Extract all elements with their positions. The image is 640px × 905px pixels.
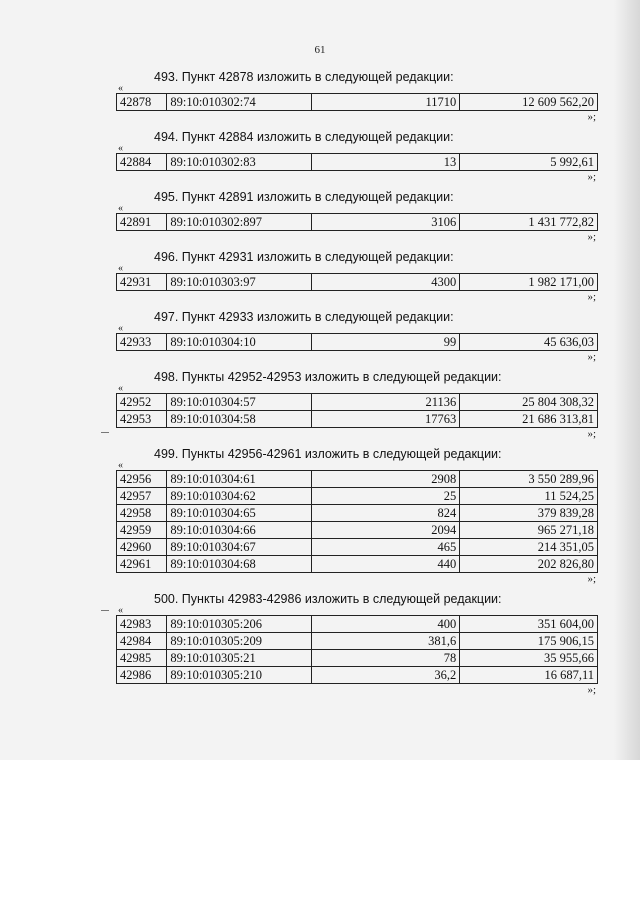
cadastral-number-cell: 89:10:010305:209 [167, 633, 312, 650]
item-number-cell: 42931 [117, 274, 167, 291]
open-quote: « [118, 143, 123, 154]
close-quote: »; [587, 171, 596, 183]
page-number: 61 [314, 44, 326, 56]
area-cell: 3106 [312, 214, 460, 231]
item-number-cell: 42878 [117, 94, 167, 111]
open-quote: « [118, 263, 123, 274]
value-cell: 3 550 289,96 [460, 471, 598, 488]
table-row [117, 650, 598, 667]
amendment-section [116, 70, 598, 130]
cadastral-number-cell: 89:10:010304:10 [167, 334, 312, 351]
item-number-cell: 42986 [117, 667, 167, 684]
table-row [117, 394, 598, 411]
item-number-cell: 42884 [117, 154, 167, 171]
area-cell: 21136 [312, 394, 460, 411]
close-quote: »; [587, 291, 596, 303]
cadastral-number-cell: 89:10:010302:897 [167, 214, 312, 231]
value-cell: 1 982 171,00 [460, 274, 598, 291]
close-quote: »; [587, 111, 596, 123]
item-number-cell: 42891 [117, 214, 167, 231]
value-cell: 214 351,05 [460, 539, 598, 556]
table-row [117, 471, 598, 488]
open-quote: « [118, 383, 123, 394]
area-cell: 440 [312, 556, 460, 573]
area-cell: 400 [312, 616, 460, 633]
amendment-heading: 500. Пункты 42983-42986 изложить в следующей редакции: [154, 592, 502, 606]
scan-shadow-edge [614, 0, 640, 760]
open-quote: « [118, 460, 123, 471]
amendment-heading: 494. Пункт 42884 изложить в следующей редакции: [154, 130, 454, 144]
item-number-cell: 42960 [117, 539, 167, 556]
margin-mark [101, 432, 109, 433]
value-cell: 175 906,15 [460, 633, 598, 650]
amendment-heading: 499. Пункты 42956-42961 изложить в следующей редакции: [154, 447, 502, 461]
value-cell: 12 609 562,20 [460, 94, 598, 111]
value-cell: 25 804 308,32 [460, 394, 598, 411]
amendment-table [116, 333, 598, 351]
area-cell: 381,6 [312, 633, 460, 650]
area-cell: 2908 [312, 471, 460, 488]
value-cell: 11 524,25 [460, 488, 598, 505]
cadastral-number-cell: 89:10:010302:83 [167, 154, 312, 171]
table-row [117, 556, 598, 573]
table-row [117, 633, 598, 650]
amendment-table [116, 470, 598, 573]
amendment-section [116, 190, 598, 250]
item-number-cell: 42984 [117, 633, 167, 650]
table-row [117, 488, 598, 505]
table-row [117, 667, 598, 684]
amendment-section [116, 592, 598, 696]
amendment-table [116, 273, 598, 291]
table-row [117, 411, 598, 428]
cadastral-number-cell: 89:10:010305:21 [167, 650, 312, 667]
item-number-cell: 42957 [117, 488, 167, 505]
area-cell: 13 [312, 154, 460, 171]
cadastral-number-cell: 89:10:010304:61 [167, 471, 312, 488]
table-row [117, 616, 598, 633]
value-cell: 16 687,11 [460, 667, 598, 684]
amendment-section [116, 130, 598, 190]
item-number-cell: 42952 [117, 394, 167, 411]
value-cell: 45 636,03 [460, 334, 598, 351]
amendment-table [116, 615, 598, 684]
item-number-cell: 42959 [117, 522, 167, 539]
area-cell: 2094 [312, 522, 460, 539]
area-cell: 17763 [312, 411, 460, 428]
table-row [117, 214, 598, 231]
cadastral-number-cell: 89:10:010304:58 [167, 411, 312, 428]
value-cell: 5 992,61 [460, 154, 598, 171]
amendment-section [116, 250, 598, 310]
area-cell: 465 [312, 539, 460, 556]
amendment-heading: 496. Пункт 42931 изложить в следующей редакции: [154, 250, 454, 264]
amendment-section [116, 447, 598, 592]
open-quote: « [118, 83, 123, 94]
cadastral-number-cell: 89:10:010304:62 [167, 488, 312, 505]
value-cell: 351 604,00 [460, 616, 598, 633]
table-row [117, 154, 598, 171]
area-cell: 11710 [312, 94, 460, 111]
table-row [117, 94, 598, 111]
cadastral-number-cell: 89:10:010305:206 [167, 616, 312, 633]
item-number-cell: 42958 [117, 505, 167, 522]
close-quote: »; [587, 684, 596, 696]
item-number-cell: 42956 [117, 471, 167, 488]
close-quote: »; [587, 428, 596, 440]
area-cell: 78 [312, 650, 460, 667]
open-quote: « [118, 605, 123, 616]
item-number-cell: 42953 [117, 411, 167, 428]
amendment-heading: 497. Пункт 42933 изложить в следующей редакции: [154, 310, 454, 324]
value-cell: 379 839,28 [460, 505, 598, 522]
value-cell: 965 271,18 [460, 522, 598, 539]
value-cell: 35 955,66 [460, 650, 598, 667]
amendment-table [116, 93, 598, 111]
amendment-table [116, 153, 598, 171]
open-quote: « [118, 323, 123, 334]
close-quote: »; [587, 231, 596, 243]
table-row [117, 539, 598, 556]
value-cell: 21 686 313,81 [460, 411, 598, 428]
amendment-heading: 498. Пункты 42952-42953 изложить в следующей редакции: [154, 370, 502, 384]
item-number-cell: 42961 [117, 556, 167, 573]
area-cell: 25 [312, 488, 460, 505]
amendment-table [116, 393, 598, 428]
cadastral-number-cell: 89:10:010305:210 [167, 667, 312, 684]
cadastral-number-cell: 89:10:010304:65 [167, 505, 312, 522]
close-quote: »; [587, 573, 596, 585]
table-row [117, 274, 598, 291]
area-cell: 4300 [312, 274, 460, 291]
amendment-heading: 493. Пункт 42878 изложить в следующей редакции: [154, 70, 454, 84]
value-cell: 202 826,80 [460, 556, 598, 573]
open-quote: « [118, 203, 123, 214]
area-cell: 99 [312, 334, 460, 351]
amendment-section [116, 310, 598, 370]
cadastral-number-cell: 89:10:010304:68 [167, 556, 312, 573]
cadastral-number-cell: 89:10:010304:57 [167, 394, 312, 411]
cadastral-number-cell: 89:10:010302:74 [167, 94, 312, 111]
value-cell: 1 431 772,82 [460, 214, 598, 231]
cadastral-number-cell: 89:10:010304:67 [167, 539, 312, 556]
margin-mark [101, 610, 109, 611]
cadastral-number-cell: 89:10:010304:66 [167, 522, 312, 539]
area-cell: 824 [312, 505, 460, 522]
item-number-cell: 42933 [117, 334, 167, 351]
table-row [117, 522, 598, 539]
amendment-section [116, 370, 598, 447]
area-cell: 36,2 [312, 667, 460, 684]
item-number-cell: 42985 [117, 650, 167, 667]
amendment-table [116, 213, 598, 231]
item-number-cell: 42983 [117, 616, 167, 633]
document-body [116, 70, 598, 696]
table-row [117, 505, 598, 522]
close-quote: »; [587, 351, 596, 363]
table-row [117, 334, 598, 351]
amendment-heading: 495. Пункт 42891 изложить в следующей редакции: [154, 190, 454, 204]
cadastral-number-cell: 89:10:010303:97 [167, 274, 312, 291]
